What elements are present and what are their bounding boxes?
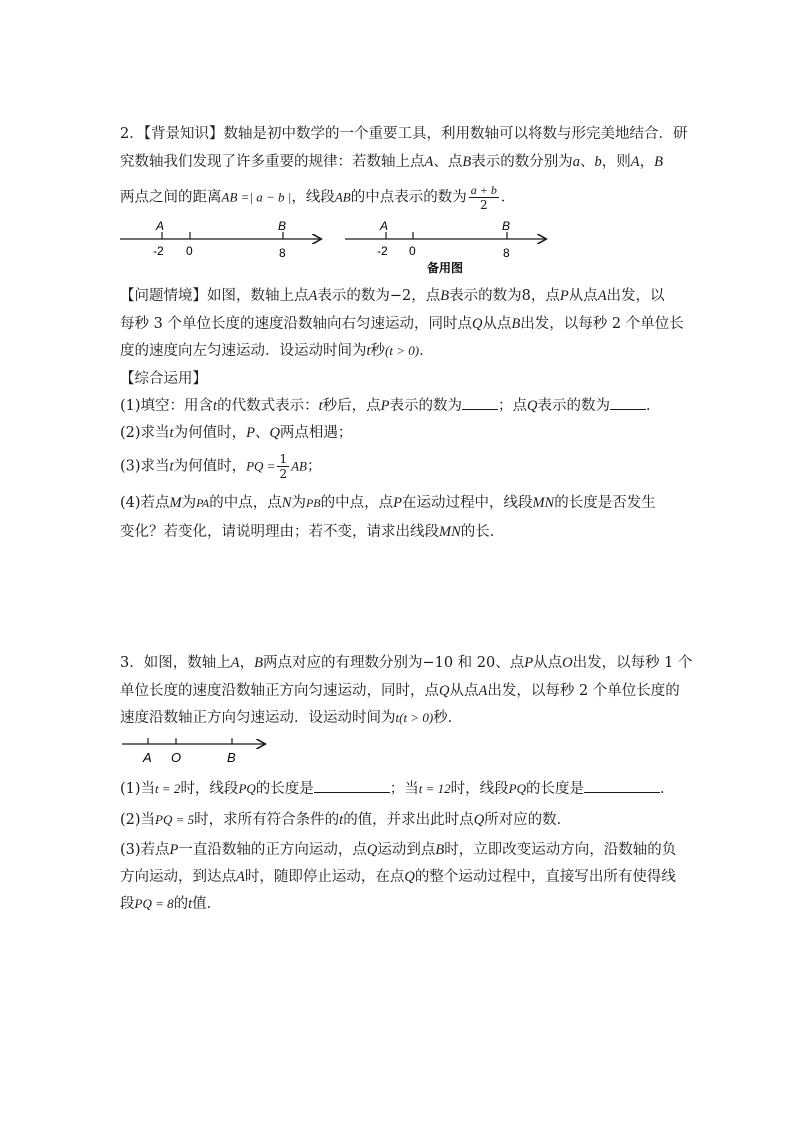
- q2-text: 秒: [370, 343, 386, 359]
- q2-text: 【问题情境】如图，数轴上点: [120, 288, 309, 304]
- q2-text: 的中点表示的数为: [350, 189, 467, 206]
- q3-text: 段: [120, 896, 135, 912]
- q3-text: 所对应的数．: [484, 812, 572, 828]
- q3-text: 运动到点: [377, 842, 436, 858]
- q2-text: (4)若点: [120, 495, 170, 511]
- q2-text: ；点: [497, 398, 527, 414]
- var-P: P: [246, 425, 255, 441]
- q3-line-3: [120, 708, 462, 728]
- q2-text: 从点: [482, 316, 512, 332]
- q2-scene-line-3: [120, 341, 434, 361]
- q2-text: 表示的数为8，点: [449, 288, 560, 304]
- var-P: P: [559, 288, 569, 304]
- q2-text: 表示的数分别为: [471, 154, 573, 170]
- var-B: B: [462, 154, 472, 170]
- q2-text: 的中点，点: [320, 495, 394, 511]
- q3-text: 时，线段: [450, 781, 509, 797]
- var-B: B: [254, 655, 263, 671]
- var-t: t: [318, 398, 323, 414]
- q3-text: 出发，以每秒 1 个: [572, 655, 693, 671]
- q2-text: 为: [291, 495, 306, 511]
- answer-blank[interactable]: [610, 409, 646, 410]
- q3-text: 的整个运动过程中，直接写出所有使得线: [414, 869, 676, 885]
- q2-part-2: [120, 423, 352, 443]
- q2-part-4-line-1: [120, 493, 656, 513]
- q2-text: 、: [254, 425, 270, 441]
- q2-text: ；: [306, 458, 322, 475]
- var-A: A: [236, 869, 245, 885]
- q3-text: ．: [660, 781, 675, 797]
- q3-text: 一直沿数轴的正方向运动，点: [178, 842, 367, 858]
- q3-text: 时，线段: [180, 781, 239, 797]
- var-A: A: [630, 154, 640, 170]
- q2-text: 秒后，点: [322, 398, 381, 414]
- var-B: B: [654, 154, 663, 170]
- answer-blank[interactable]: [462, 409, 498, 410]
- var-Q: Q: [526, 398, 538, 414]
- var-O: O: [562, 655, 573, 671]
- q3-text: (1)当: [120, 781, 156, 797]
- q2-part-4-line-2: [120, 522, 504, 542]
- q2-text: 究数轴我们发现了许多重要的规律：若数轴上点: [120, 154, 425, 170]
- q3-text: 的值，并求出此时点: [343, 812, 474, 828]
- segment-PB: PB: [305, 496, 321, 510]
- var-Q: Q: [473, 812, 485, 828]
- q3-text: ；当: [389, 781, 419, 797]
- var-M: M: [169, 495, 182, 511]
- segment-PQ: PQ: [238, 781, 256, 796]
- condition-equation: PQ = 8: [134, 896, 174, 911]
- q3-text: 值．: [192, 896, 222, 912]
- var-P: P: [393, 495, 402, 511]
- q2-text: 为: [181, 495, 197, 511]
- q3-text: (2)当: [120, 812, 156, 828]
- q2-text: 的长．: [460, 524, 505, 540]
- q3-line-1: [120, 653, 693, 673]
- q2-text: 的中点，点: [209, 495, 282, 511]
- q2-text: 出发，以: [606, 288, 665, 304]
- q2-text: 从点: [568, 288, 598, 304]
- q3-text: ，: [239, 655, 255, 671]
- segment-MN: MN: [532, 495, 555, 511]
- q3-text: 的长度是: [255, 781, 314, 797]
- q2-text: (2)求当: [120, 425, 170, 441]
- q2-text: 表示的数为−2，点: [317, 288, 441, 304]
- answer-blank[interactable]: [584, 792, 660, 793]
- q2-line-3: [120, 183, 515, 212]
- q3-part-2: [120, 810, 571, 830]
- q3-text: 出发，以每秒 2 个单位长度的: [487, 683, 680, 699]
- q3-part-3-line-3: [120, 894, 221, 914]
- var-B: B: [435, 842, 445, 858]
- q3-text: 的长度是: [526, 781, 585, 797]
- time-value: t = 2: [155, 781, 181, 796]
- q3-text: 从点: [533, 655, 563, 671]
- q3-text: 速度沿数轴正方向匀速运动．设运动时间为: [120, 710, 396, 726]
- label-8: 8: [503, 246, 510, 260]
- q2-text: ．: [645, 398, 661, 414]
- q2-line-2: [120, 152, 663, 172]
- spare-figure-caption: 备用图: [427, 261, 464, 275]
- q2-scene-line-1: [120, 286, 665, 306]
- time-value: t = 12: [418, 781, 451, 796]
- q2-scene-line-2: [120, 314, 684, 334]
- q3-text: 时，随即停止运动，在点: [244, 869, 405, 885]
- var-A: A: [597, 288, 607, 304]
- q2-text: ．: [500, 189, 516, 206]
- half-fraction: [277, 452, 289, 481]
- var-t: t: [169, 425, 174, 441]
- label-A: A: [156, 219, 165, 233]
- q2-text: 为何值时，: [173, 425, 247, 441]
- var-t: t: [169, 458, 174, 475]
- q2-text: 表示的数为: [389, 398, 462, 414]
- q2-text: 表示的数为: [537, 398, 610, 414]
- var-b: b: [594, 154, 602, 170]
- q2-number-line-figures: [115, 215, 555, 277]
- q2-text: ，则: [601, 154, 631, 170]
- var-Q: Q: [439, 683, 450, 699]
- q2-text: 的长度是否发生: [554, 495, 656, 511]
- q2-part-3: [120, 452, 321, 481]
- q2-text: (1)填空：用含: [120, 398, 214, 414]
- label-neg2: -2: [377, 244, 388, 258]
- time-condition: t(t > 0): [395, 710, 434, 725]
- q3-text: 秒．: [433, 710, 463, 726]
- var-N: N: [281, 495, 292, 511]
- var-t: t: [366, 343, 371, 359]
- q3-text: (3)若点: [120, 842, 170, 858]
- q3-text: 两点对应的有理数分别为−10 和 20、点: [262, 655, 525, 671]
- fraction-numerator: 1: [279, 452, 288, 466]
- segment-AB: AB: [291, 458, 307, 474]
- var-t: t: [213, 398, 218, 414]
- var-Q: Q: [269, 425, 280, 441]
- label-A: A: [380, 219, 389, 233]
- q3-text: 时，求所有符合条件的: [194, 812, 340, 828]
- var-B: B: [511, 316, 521, 332]
- fraction-numerator: a + b: [470, 183, 497, 197]
- distance-formula: AB =| a − b |: [221, 189, 292, 205]
- var-A: A: [478, 683, 488, 699]
- q3-line-2: [120, 681, 680, 701]
- var-Q: Q: [366, 842, 378, 858]
- q3-part-3-line-2: [120, 867, 676, 887]
- var-P: P: [380, 398, 390, 414]
- q3-text: 时，立即改变运动方向，沿数轴的负: [444, 842, 677, 858]
- var-Q: Q: [471, 316, 483, 332]
- q2-text: (3)求当: [120, 458, 170, 475]
- q3-text: 从点: [449, 683, 479, 699]
- segment-PA: PA: [196, 496, 210, 510]
- label-neg2: -2: [153, 244, 164, 258]
- var-t: t: [339, 812, 344, 828]
- answer-blank[interactable]: [314, 792, 390, 793]
- q2-text: 的代数式表示：: [217, 398, 319, 414]
- q2-text: 2．【背景知识】数轴是初中数学的一个重要工具，利用数轴可以将数与形完美地结合．研: [120, 126, 688, 142]
- fraction-denominator: 2: [279, 467, 288, 481]
- q3-part-3-line-1: [120, 840, 676, 860]
- var-A: A: [230, 655, 240, 671]
- q3-number-line: [118, 732, 278, 768]
- var-P: P: [524, 655, 534, 671]
- label-0: 0: [409, 244, 416, 258]
- label-B: B: [502, 219, 511, 233]
- q3-text: 单位长度的速度沿数轴正方向匀速运动，同时，点: [120, 683, 439, 699]
- var-t: t: [188, 896, 193, 912]
- q2-text: 两点之间的距离: [120, 189, 222, 206]
- label-A: A: [143, 750, 152, 765]
- q2-text: 变化？若变化，请说明理由；若不变，请求出线段: [120, 524, 439, 540]
- number-line-main: [120, 219, 320, 260]
- segment-AB: AB: [334, 189, 351, 205]
- var-A: A: [424, 154, 434, 170]
- q2-text: 、点: [433, 154, 463, 170]
- q3-part-1: [120, 779, 675, 799]
- q2-text: 在运动过程中，线段: [401, 495, 533, 511]
- fraction-denominator: 2: [479, 198, 488, 212]
- label-B: B: [278, 219, 287, 233]
- q2-part-1: [120, 396, 660, 416]
- label-B: B: [227, 750, 236, 765]
- q3-text: 的: [173, 896, 189, 912]
- q2-text: ，线段: [291, 189, 335, 206]
- equation-lhs: PQ =: [246, 458, 276, 474]
- condition-equation: PQ = 5: [155, 812, 195, 827]
- var-P: P: [169, 842, 179, 858]
- label-8: 8: [279, 246, 286, 260]
- section-heading: 【综合运用】: [120, 371, 207, 387]
- time-condition: (t > 0): [385, 343, 420, 358]
- q2-text: 每秒 3 个单位长度的速度沿数轴向右匀速运动，同时点: [120, 316, 472, 332]
- label-O: O: [171, 750, 182, 765]
- q2-text: 为何值时，: [173, 458, 247, 475]
- q2-text: 、: [579, 154, 595, 170]
- q3-text: 3．如图，数轴上: [120, 655, 231, 671]
- var-A: A: [308, 288, 318, 304]
- var-B: B: [440, 288, 450, 304]
- q2-text: 度的速度向左匀速运动．设运动时间为: [120, 343, 367, 359]
- q2-text: 两点相遇；: [279, 425, 353, 441]
- q2-text: ，: [639, 154, 655, 170]
- q3-text: 方向运动，到达点: [120, 869, 236, 885]
- var-Q: Q: [404, 869, 415, 885]
- number-line-spare: [345, 219, 545, 275]
- label-0: 0: [186, 244, 193, 258]
- var-a: a: [572, 154, 580, 170]
- q2-text: ．: [419, 343, 434, 359]
- segment-PQ: PQ: [508, 781, 527, 796]
- q2-line-1: [120, 124, 687, 144]
- segment-MN: MN: [439, 524, 461, 540]
- midpoint-fraction: [469, 183, 499, 212]
- q2-text: 出发，以每秒 2 个单位长: [520, 316, 684, 332]
